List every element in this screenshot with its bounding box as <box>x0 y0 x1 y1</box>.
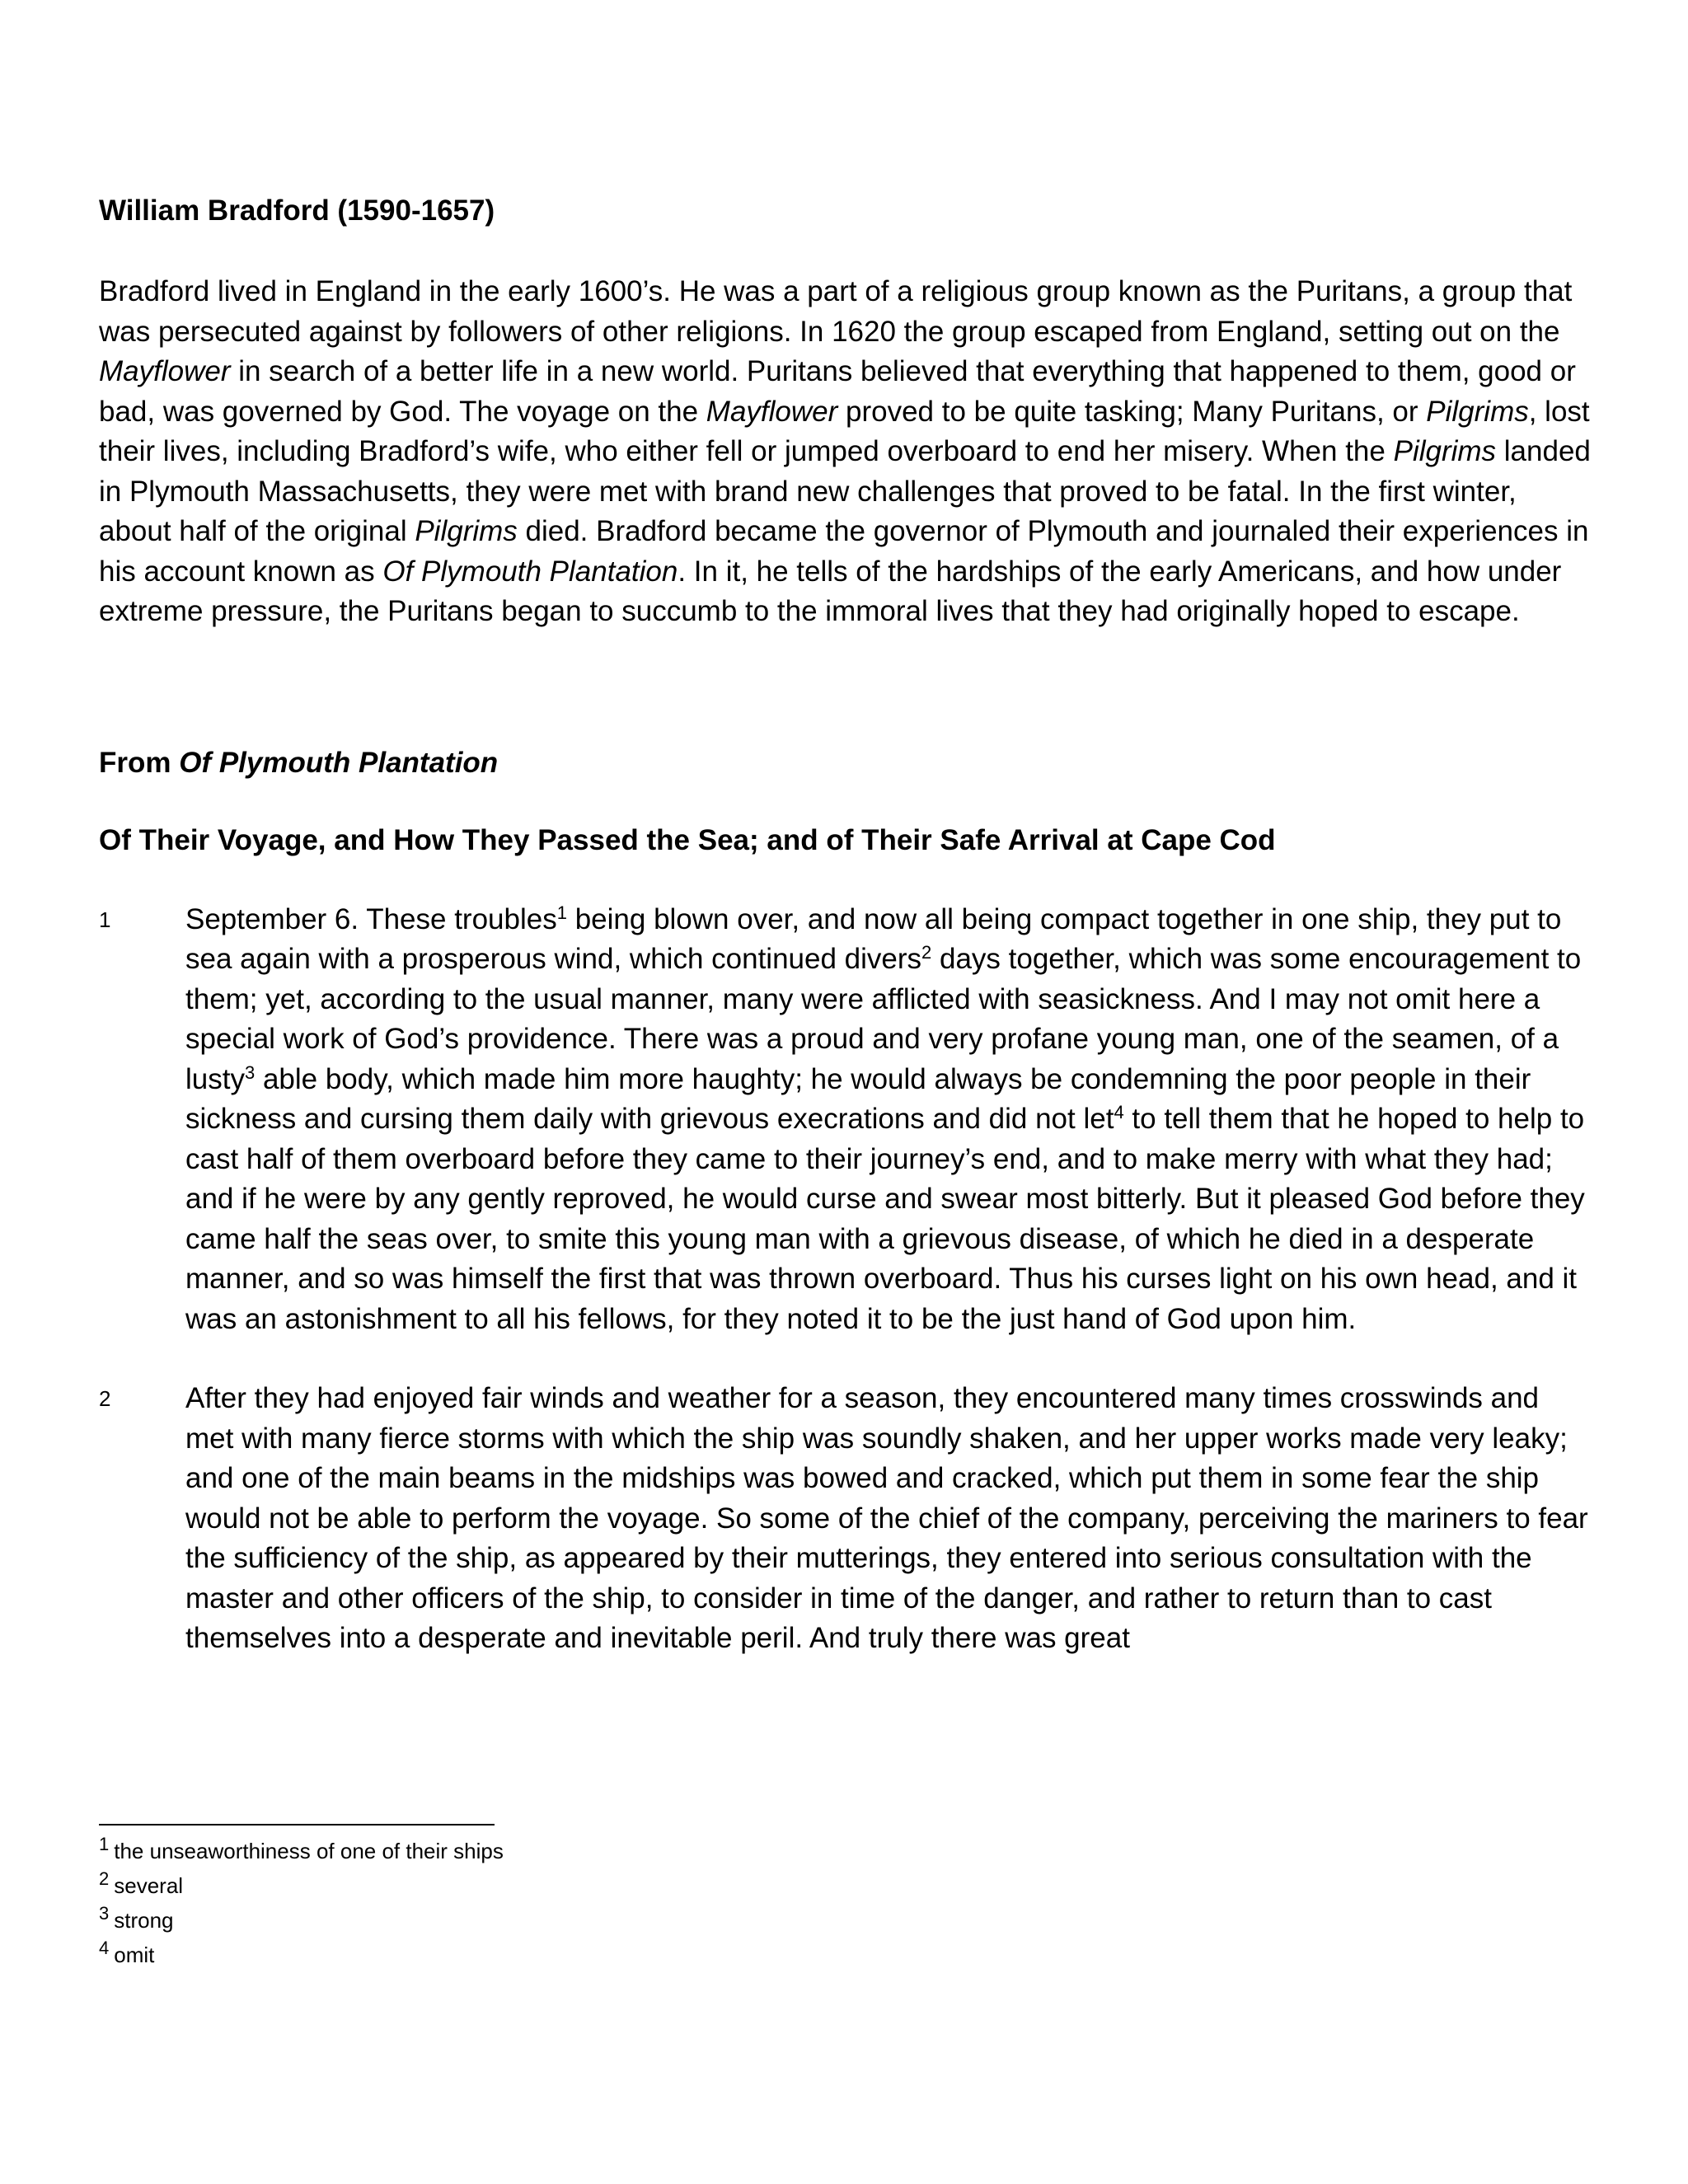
footnote-text: several <box>114 1873 184 1898</box>
footnote-4 <box>99 1938 923 1972</box>
bio-text: proved to be quite tasking; Many Puritans, or <box>837 395 1427 428</box>
paragraph-text: After they had enjoyed fair winds and weather for a season, they encountered many times crosswinds and met with many fierce storms with which the ship was soundly shaken, and her upper works made very leaky; and one of the main beams in the midships was bowed and cracked, which put them in some fear the ship would not be able to perform the voyage. So some of the chief of the company, perceiving the mariners to fear the sufficiency of the ship, as appeared by their mutterings, they entered into serious consultation with the master and other officers of the ship, to consider in time of the danger, and rather to return than to cast themselves into a desperate and inevitable peril. And truly there was great <box>185 1382 1588 1654</box>
excerpt-source-heading <box>99 743 1591 783</box>
paragraph-text: able body, which made him more haughty; he would always be condemning the poor people in their sickness and cursing them daily with grievous execrations and did not let <box>185 1062 1531 1135</box>
footnote-ref[interactable]: 3 <box>244 1062 256 1083</box>
bio-text: , lost their lives, including Bradford’s wife, who either fell or jumped overboard to end her misery. When the <box>99 395 1590 467</box>
paragraph-text: September 6. These troubles <box>185 902 557 935</box>
footnote-1 <box>99 1834 923 1868</box>
footnote-text: the unseaworthiness of one of their ships <box>114 1839 504 1863</box>
author-heading: William Bradford (1590-1657) <box>99 194 495 227</box>
author-biography <box>99 272 1591 632</box>
paragraph-number: 2 <box>99 1386 111 1411</box>
footnote-text: strong <box>114 1908 174 1933</box>
paragraph-text: to tell them that he hoped to help to cast half of them overboard before they came to their journey’s end, and to make merry with what they had; and if he were by any gently reproved, he would curse and swear most bitterly. But it pleased God before they came half the seas over, to smite this young man with a grievous disease, of which he died in a desperate manner, and so was himself the first that was thrown overboard. Thus his curses light on his own head, and it was an astonishment to all his fellows, for they noted it to be the just hand of God upon him. <box>185 1103 1585 1335</box>
footnote-mark: 3 <box>99 1903 110 1924</box>
bio-text: in search of a better life in a new world. Puritans believed that everything that happened to them, good or bad, was governed by God. The voyage on the <box>99 355 1576 428</box>
bio-italic: Pilgrims <box>415 515 518 547</box>
document-page <box>99 191 1591 1659</box>
footnotes <box>99 1834 923 1972</box>
paragraph-text: being blown over, and now all being compact together in one ship, they put to sea again with a prosperous wind, which continued divers <box>185 902 1562 975</box>
bio-text: Bradford lived in England in the early 1600’s. He was a part of a religious group known as the Puritans, a group that was persecuted against by followers of other religions. In 1620 the group escaped from England, setting out on the <box>99 275 1573 348</box>
footnote-text: omit <box>114 1943 155 1967</box>
paragraph-number: 1 <box>99 907 111 932</box>
section-heading: Of Their Voyage, and How They Passed the Sea; and of Their Safe Arrival at Cape Cod <box>99 823 1276 856</box>
footnote-mark: 2 <box>99 1868 110 1889</box>
bio-italic: Of Plymouth Plantation <box>382 555 678 588</box>
bio-italic: Mayflower <box>706 395 838 428</box>
bio-text: . In it, he tells of the hardships of the early Americans, and how under extreme pressure, the Puritans began to succumb to the immoral lives that they had originally hoped to escape. <box>99 555 1562 627</box>
bio-text: died. Bradford became the governor of Plymouth and journaled their experiences in his account known as <box>99 515 1589 588</box>
bio-italic: Mayflower <box>99 355 231 387</box>
numbered-paragraph-2 <box>99 1379 1591 1659</box>
footnote-ref[interactable]: 1 <box>556 902 567 923</box>
footnote-ref[interactable]: 4 <box>1114 1102 1124 1122</box>
footnote-mark: 4 <box>99 1938 110 1958</box>
from-prefix: From <box>99 746 180 779</box>
footnote-3 <box>99 1903 923 1938</box>
bio-italic: Pilgrims <box>1426 395 1529 428</box>
footnote-2 <box>99 1868 923 1903</box>
footnote-mark: 1 <box>99 1834 110 1854</box>
footnote-ref[interactable]: 2 <box>921 942 932 963</box>
numbered-paragraph-1 <box>99 900 1591 1340</box>
bio-text: landed in Plymouth Massachusetts, they were met with brand new challenges that proved to be fatal. In the first winter, about half of the original <box>99 435 1591 547</box>
bio-italic: Pilgrims <box>1393 435 1497 467</box>
source-title: Of Plymouth Plantation <box>179 746 499 779</box>
paragraph-text: days together, which was some encouragement to them; yet, according to the usual manner, many were afflicted with seasickness. And I may not omit here a special work of God’s providence. There was a proud and very profane young man, one of the seamen, of a lusty <box>185 943 1582 1095</box>
footnote-separator <box>99 1824 495 1825</box>
